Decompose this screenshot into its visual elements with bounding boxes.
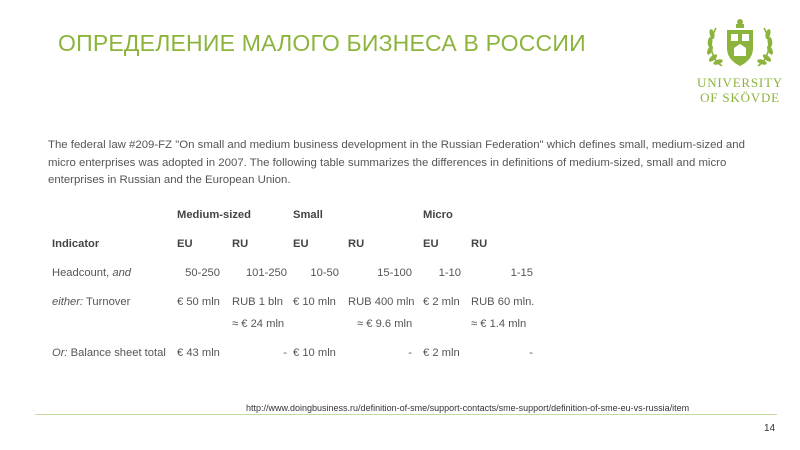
table-subcell: ≈ € 24 mln bbox=[232, 318, 285, 330]
subheader-eu-micro: EU bbox=[423, 238, 439, 250]
indicator-header: Indicator bbox=[52, 238, 100, 250]
table-cell: 101-250 bbox=[245, 267, 287, 279]
table-cell: 1-10 bbox=[438, 267, 461, 279]
slide-title: ОПРЕДЕЛЕНИЕ МАЛОГО БИЗНЕСА В РОССИИ bbox=[58, 30, 586, 56]
subheader-ru-medium: RU bbox=[232, 238, 249, 250]
table-cell: RUB 400 mln bbox=[348, 296, 415, 308]
subheader-ru-small: RU bbox=[348, 238, 365, 250]
table-subcell: ≈ € 9.6 mln bbox=[357, 318, 413, 330]
intro-paragraph: The federal law #209-FZ "On small and medium business development in the Russian Federation" which defines small, medium-sized and micro enterprises was adopted in 2007. The following table summarizes the differences in definitions of medium-sized, small and micro enterprises in Russian and the European Union. bbox=[48, 139, 745, 186]
subheader-eu-small: EU bbox=[293, 238, 309, 250]
table-cell: € 2 mln bbox=[423, 296, 460, 308]
table-cell: € 50 mln bbox=[177, 296, 220, 308]
table-cell: RUB 1 bln bbox=[232, 296, 283, 308]
table-cell: - bbox=[408, 347, 412, 359]
table-cell: - bbox=[529, 347, 533, 359]
table-cell: 1-15 bbox=[510, 267, 533, 279]
crest-wreath-icon bbox=[696, 14, 784, 74]
table-cell: € 10 mln bbox=[293, 347, 336, 359]
subheader-eu-medium: EU bbox=[177, 238, 193, 250]
row-label-turnover: either: Turnover bbox=[52, 296, 131, 308]
table-subcell: ≈ € 1.4 mln bbox=[471, 318, 527, 330]
logo-text-university: UNIVERSITY bbox=[697, 75, 783, 90]
table-cell: - bbox=[283, 347, 287, 359]
university-logo bbox=[696, 14, 784, 106]
source-link[interactable]: http://www.doingbusiness.ru/definition-of-sme/support-contacts/sme-support/definition-of-sme-eu-vs-russia/item bbox=[246, 403, 690, 413]
table-cell: € 43 mln bbox=[177, 347, 220, 359]
table-cell: € 10 mln bbox=[293, 296, 336, 308]
table-cell: 15-100 bbox=[377, 267, 412, 279]
group-header-micro: Micro bbox=[423, 209, 453, 221]
group-header-small: Small bbox=[293, 209, 323, 221]
group-header-medium: Medium-sized bbox=[177, 209, 251, 221]
footer-divider bbox=[35, 414, 777, 415]
row-label-headcount: Headcount, and bbox=[52, 267, 132, 279]
row-label-balance-sheet: Or: Balance sheet total bbox=[52, 347, 166, 359]
table-cell: 10-50 bbox=[310, 267, 339, 279]
table-cell: 50-250 bbox=[185, 267, 220, 279]
logo-text-skovde: OF SKÖVDE bbox=[700, 90, 780, 105]
table-cell: RUB 60 mln. bbox=[471, 296, 535, 308]
subheader-ru-micro: RU bbox=[471, 238, 488, 250]
page-number: 14 bbox=[764, 423, 776, 434]
table-cell: € 2 mln bbox=[423, 347, 460, 359]
